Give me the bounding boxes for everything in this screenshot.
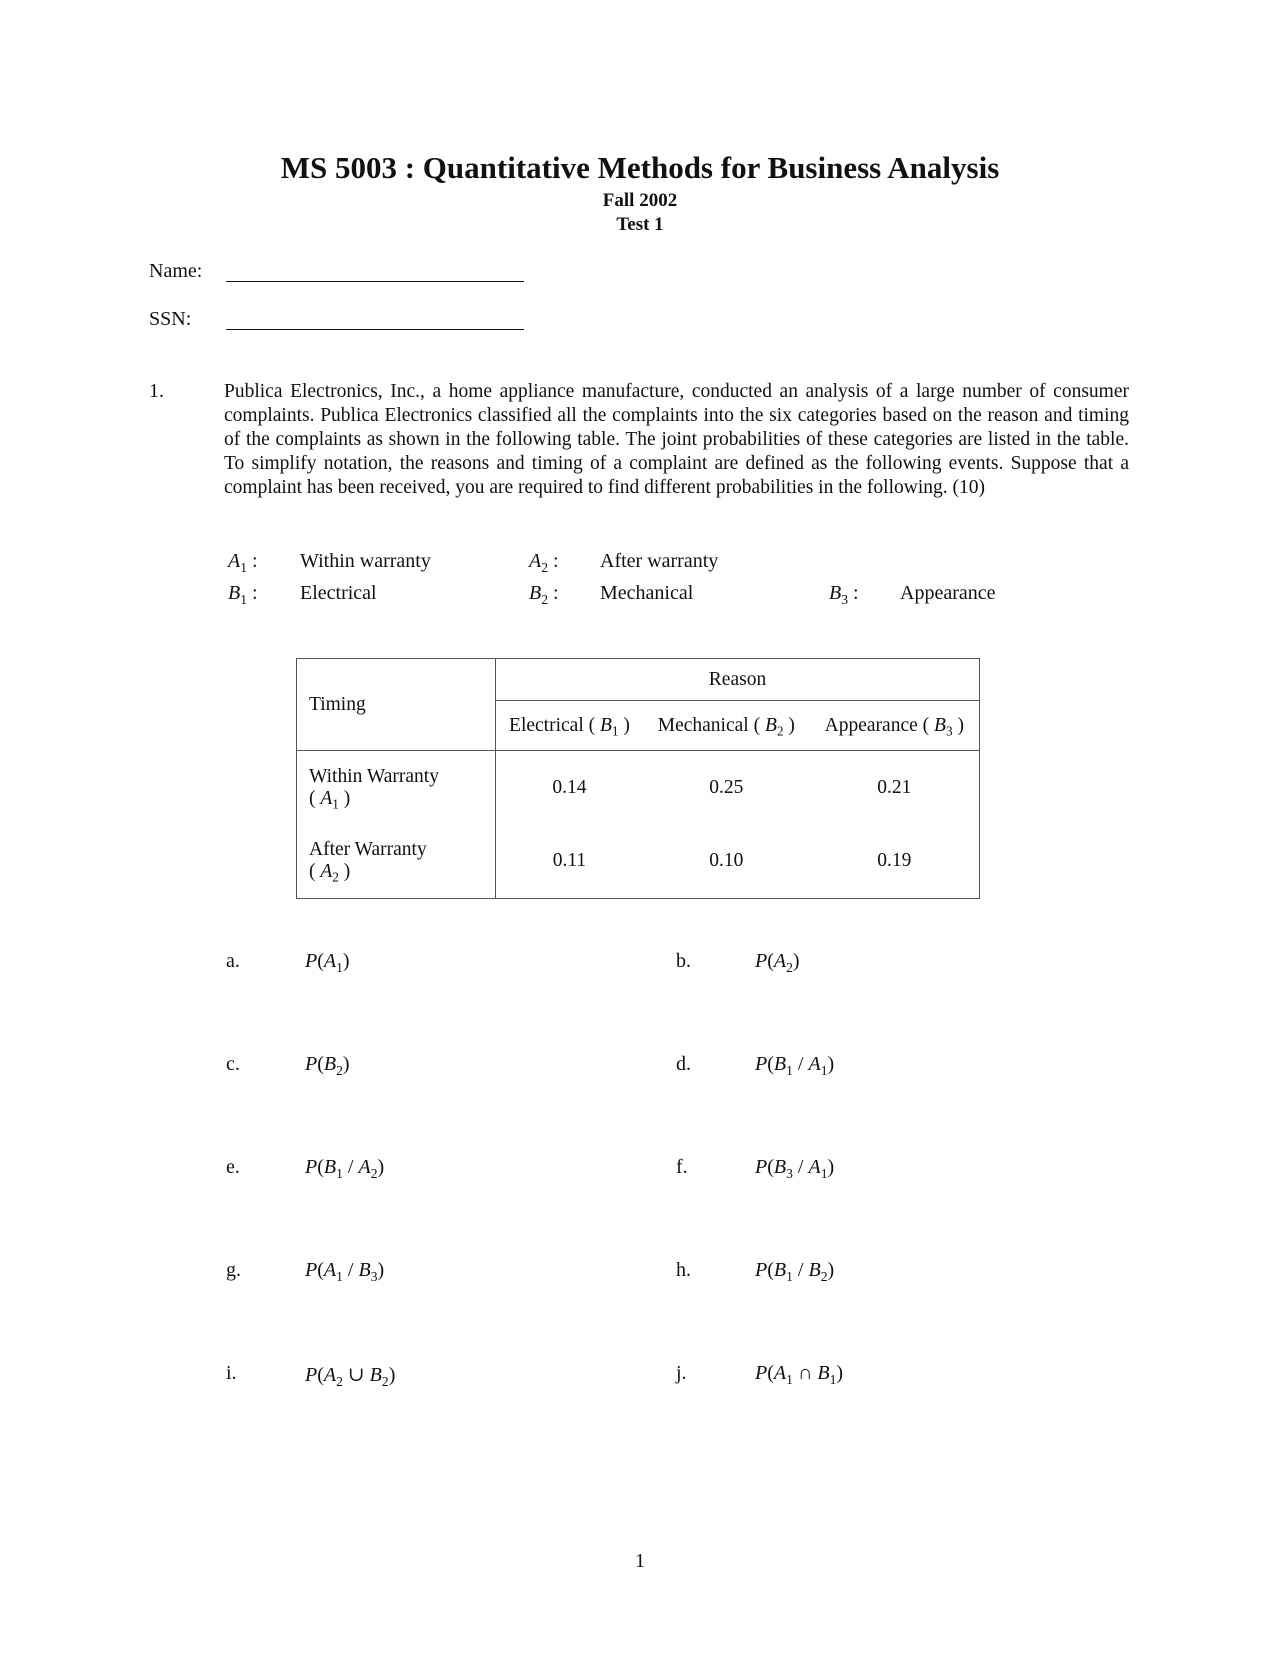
row-label-after-warranty: After Warranty ( $A_2$ ) xyxy=(297,825,496,899)
part-e-label: e. xyxy=(226,1156,240,1178)
row-label-after-warranty-text: After Warranty xyxy=(309,839,427,861)
row-label-within-warranty: Within Warranty ( $A_1$ ) xyxy=(297,751,496,825)
part-a-expression: $P(A_1)$ xyxy=(305,950,350,975)
reason-header-cell xyxy=(496,659,980,701)
event-a1-label: Within warranty xyxy=(300,550,431,572)
part-c-expression: $P(B_2)$ xyxy=(305,1053,350,1078)
event-b1-label: Electrical xyxy=(300,582,377,604)
part-d-label: d. xyxy=(676,1053,691,1075)
col-header-mechanical-label: Mechanical xyxy=(657,714,749,736)
page-number: 1 xyxy=(635,1550,645,1572)
part-f-expression: $P(B_3 / A_1)$ xyxy=(755,1156,835,1181)
name-field[interactable] xyxy=(226,281,524,282)
cell-a1-b2: 0.25 xyxy=(643,751,810,825)
part-j-label: j. xyxy=(676,1362,687,1384)
page-title: MS 5003 : Quantitative Methods for Business Analysis xyxy=(280,150,1000,185)
event-a2-label: After warranty xyxy=(600,550,719,572)
part-i-label: i. xyxy=(226,1362,237,1384)
name-label: Name: xyxy=(149,260,203,282)
cell-a1-b3: 0.21 xyxy=(810,751,980,825)
cell-a2-b3: 0.19 xyxy=(810,825,980,899)
part-g-label: g. xyxy=(226,1259,241,1281)
cell-a2-b2: 0.10 xyxy=(643,825,810,899)
question-text: Publica Electronics, Inc., a home appliance manufacture, conducted an analysis of a large number of consumer complaints. Publica Electronics classified all the complaints into the six categories based on the reason and timing of the complaints as shown in the following table. The joint probabilities of these categories are listed in the table. To simplify notation, the reasons and timing of a complaint are defined as the following events. Suppose that a complaint has been received, you are required to find different probabilities in the following. (10) xyxy=(224,381,1129,498)
event-symbol-b1: $B_1$ : xyxy=(228,582,258,607)
cell-a1-b1: 0.14 xyxy=(496,751,643,825)
event-b3-label: Appearance xyxy=(900,582,996,604)
part-e-expression: $P(B_1 / A_2)$ xyxy=(305,1156,385,1181)
part-j-expression: $P(A_1$ ∩ $B_1$) xyxy=(755,1362,844,1387)
col-header-appearance: Appearance ( $B_3$ ) xyxy=(810,701,980,751)
reason-header: Reason xyxy=(708,668,767,690)
part-d-expression: $P(B_1 / A_1)$ xyxy=(755,1053,835,1078)
part-b-expression: $P(A_2)$ xyxy=(755,950,800,975)
cell-a2-b1: 0.11 xyxy=(496,825,643,899)
question-number: 1. xyxy=(149,380,164,402)
part-a-label: a. xyxy=(226,950,240,972)
col-header-electrical: Electrical ( $B_1$ ) xyxy=(496,701,643,751)
part-g-expression: $P(A_1 / B_3)$ xyxy=(305,1259,385,1284)
part-h-expression: $P(B_1 / B_2)$ xyxy=(755,1259,835,1284)
part-f-label: f. xyxy=(676,1156,688,1178)
part-h-label: h. xyxy=(676,1259,691,1281)
ssn-field[interactable] xyxy=(226,329,524,330)
ssn-label: SSN: xyxy=(149,308,192,330)
col-header-appearance-label: Appearance xyxy=(824,714,918,736)
part-c-label: c. xyxy=(226,1053,240,1075)
row-label-within-warranty-text: Within Warranty xyxy=(309,765,439,787)
part-i-expression: $P(A_2$ ∪ $B_2$) xyxy=(305,1364,396,1389)
event-symbol-a1: $A_1$ : xyxy=(228,550,258,575)
event-b2-label: Mechanical xyxy=(600,582,694,604)
part-b-label: b. xyxy=(676,950,691,972)
timing-header: Timing xyxy=(309,693,366,715)
test-label: Test 1 xyxy=(616,214,664,235)
event-symbol-b2: $B_2$ : xyxy=(529,582,559,607)
event-symbol-b3: $B_3$ : xyxy=(829,582,859,607)
event-symbol-a2: $A_2$ : xyxy=(529,550,559,575)
timing-header-cell xyxy=(297,659,496,751)
col-header-mechanical: Mechanical ( $B_2$ ) xyxy=(643,701,810,751)
term-label: Fall 2002 xyxy=(602,190,678,211)
col-header-electrical-label: Electrical xyxy=(509,714,584,736)
joint-probability-table xyxy=(296,658,980,899)
